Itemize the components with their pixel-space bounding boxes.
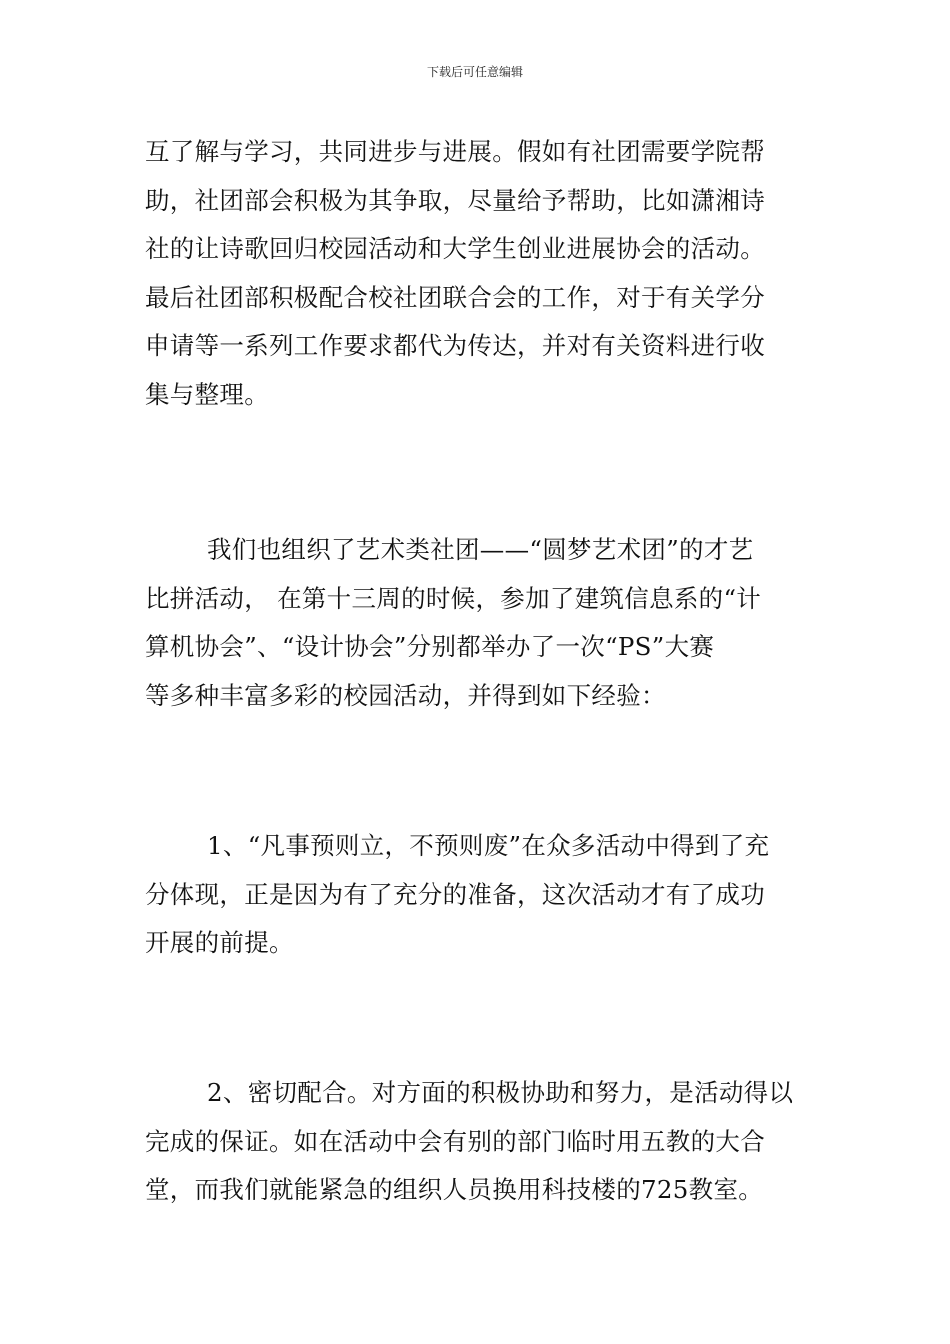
- paragraph-line: 助，社团部会积极为其争取，尽量给予帮助，比如潇湘诗: [145, 185, 765, 215]
- paragraph-3: [145, 822, 810, 968]
- paragraph-line: 1、“凡事预则立，不预则废”在众多活动中得到了充: [207, 831, 770, 860]
- paragraph-2: [145, 526, 810, 720]
- paragraph-line: 分体现，正是因为有了充分的准备，这次活动才有了成功: [145, 879, 765, 909]
- paragraph-line: 最后社团部积极配合校社团联合会的工作，对于有关学分: [145, 282, 765, 312]
- paragraph-line: 2、密切配合。对方面的积极协助和努力，是活动得以: [207, 1078, 794, 1107]
- page-header: 下载后可任意编辑: [426, 65, 523, 79]
- paragraph-line: 社的让诗歌回归校园活动和大学生创业进展协会的活动。: [145, 234, 765, 263]
- paragraph-line: 互了解与学习，共同进步与进展。假如有社团需要学院帮: [145, 137, 765, 166]
- paragraph-line: 我们也组织了艺术类社团——“圆梦艺术团”的才艺: [207, 535, 754, 564]
- paragraph-line: 等多种丰富多彩的校园活动，并得到如下经验：: [145, 680, 666, 710]
- paragraph-1: [145, 128, 810, 419]
- paragraph-line: 比拼活动， 在第十三周的时候，参加了建筑信息系的“计: [145, 583, 762, 613]
- paragraph-line: 开展的前提。: [145, 928, 294, 957]
- paragraph-line: 完成的保证。如在活动中会有别的部门临时用五教的大合: [145, 1126, 765, 1156]
- paragraph-line: 申请等一系列工作要求都代为传达，并对有关资料进行收: [145, 331, 765, 360]
- paragraph-4: [145, 1069, 810, 1215]
- paragraph-line: 集与整理。: [145, 379, 269, 409]
- paragraph-line: 算机协会”、“设计协会”分别都举办了一次“PS”大赛: [145, 632, 715, 661]
- paragraph-line: 堂，而我们就能紧急的组织人员换用科技楼的725教室。: [145, 1175, 764, 1204]
